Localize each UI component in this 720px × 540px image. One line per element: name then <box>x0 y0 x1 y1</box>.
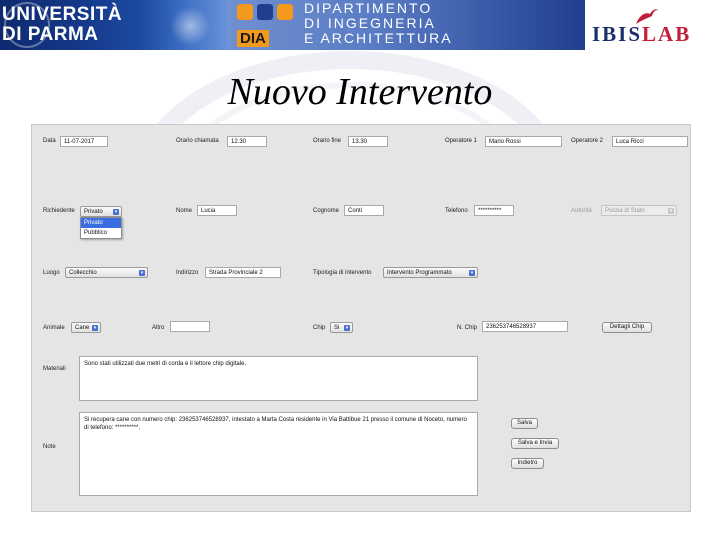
chevron-down-icon: ▾ <box>470 270 474 276</box>
chevron-down-icon: ▾ <box>669 208 673 214</box>
date-field[interactable]: 11-07-2017 <box>60 136 108 147</box>
requester-option-pubblico[interactable]: Pubblico <box>84 230 108 236</box>
animal-label: Animale <box>43 325 65 331</box>
requester-select-value: Privato <box>84 209 103 215</box>
department-title-line1: DIPARTIMENTO <box>304 0 433 16</box>
chip-number-label: N. Chip <box>457 325 478 331</box>
phone-label: Telefono <box>445 208 468 214</box>
chevron-down-icon: ▾ <box>140 270 144 276</box>
chip-select-value: Si <box>334 325 340 331</box>
save-button[interactable]: Salva <box>511 418 538 429</box>
university-logo <box>0 0 140 50</box>
date-label: Data <box>43 138 56 144</box>
end-time-field[interactable]: 13.30 <box>348 136 388 147</box>
chevron-down-icon: ▾ <box>345 325 349 331</box>
authority-select <box>601 205 677 216</box>
other-label: Altro <box>152 325 165 331</box>
back-button[interactable]: Indietro <box>511 458 544 469</box>
address-label: Indirizzo <box>176 270 199 276</box>
first-name-label: Nome <box>176 208 193 214</box>
place-select[interactable] <box>65 267 148 278</box>
animal-select[interactable] <box>71 322 101 333</box>
chevron-down-icon: ▾ <box>93 325 97 331</box>
operator2-label: Operatore 2 <box>571 138 604 144</box>
ibislab-wordmark <box>592 22 691 47</box>
other-field[interactable] <box>170 321 210 332</box>
first-name-field[interactable]: Lucia <box>197 205 237 216</box>
address-field[interactable]: Strada Provinciale 2 <box>205 267 281 278</box>
materials-label: Materiali <box>43 366 66 372</box>
notes-label: Note <box>43 444 56 450</box>
last-name-field[interactable]: Conti <box>344 205 384 216</box>
requester-select[interactable] <box>80 206 122 217</box>
chip-details-button[interactable]: Dettagli Chip <box>602 322 652 333</box>
department-title-line3: E ARCHITETTURA <box>304 30 453 46</box>
place-label: Luogo <box>43 270 60 276</box>
ibislab-ibis-text: IBIS <box>592 22 643 46</box>
operator1-label: Operatore 1 <box>445 138 478 144</box>
page-title: Nuovo Intervento <box>227 71 493 113</box>
last-name-label: Cognome <box>313 208 340 214</box>
phone-field[interactable]: ********** <box>474 205 514 216</box>
operator2-field[interactable]: Luca Ricci <box>612 136 688 147</box>
intervention-form-window <box>31 124 691 512</box>
authority-select-value: Polizia di Stato <box>605 208 645 214</box>
operator1-field[interactable]: Mario Rossi <box>485 136 562 147</box>
chip-label: Chip <box>313 325 326 331</box>
chip-number-field[interactable]: 236253746528937 <box>482 321 568 332</box>
chip-select[interactable] <box>330 322 353 333</box>
requester-dropdown-menu <box>80 217 122 239</box>
requester-option-privato[interactable]: Privato <box>81 218 121 228</box>
intervention-type-label: Tipologia di intervento <box>313 270 372 276</box>
ibislab-logo <box>590 2 720 48</box>
materials-textarea[interactable]: Sono stati utilizzati due metri di corda e il lettore chip digitale. <box>79 356 478 401</box>
notes-textarea[interactable]: Si recupera cane con numero chip: 236253746528937, intestato a Marta Costa residente in Via Battibue 21 presso il comune di Noceto, numero di telefono: **********. <box>79 412 478 496</box>
department-title-line2: DI INGEGNERIA <box>304 15 436 31</box>
authority-label: Autorità <box>571 208 592 214</box>
save-and-send-button[interactable]: Salva e Invia <box>511 438 559 449</box>
intervention-type-select-value: Intervento Programmato <box>387 270 452 276</box>
ibislab-lab-text: LAB <box>642 22 692 46</box>
animal-select-value: Cane <box>75 325 90 331</box>
requester-label: Richiedente <box>43 208 75 214</box>
end-time-label: Orario fine <box>313 138 342 144</box>
chevron-down-icon: ▾ <box>114 209 118 215</box>
intervention-type-select[interactable] <box>383 267 478 278</box>
university-name-line1: UNIVERSITÀ <box>2 4 123 25</box>
call-time-field[interactable]: 12.30 <box>227 136 267 147</box>
dia-logo-text: DIA <box>237 30 269 47</box>
place-select-value: Collecchio <box>69 270 97 276</box>
university-name-line2: DI PARMA <box>2 24 99 45</box>
call-time-label: Orario chiamata <box>176 138 219 144</box>
